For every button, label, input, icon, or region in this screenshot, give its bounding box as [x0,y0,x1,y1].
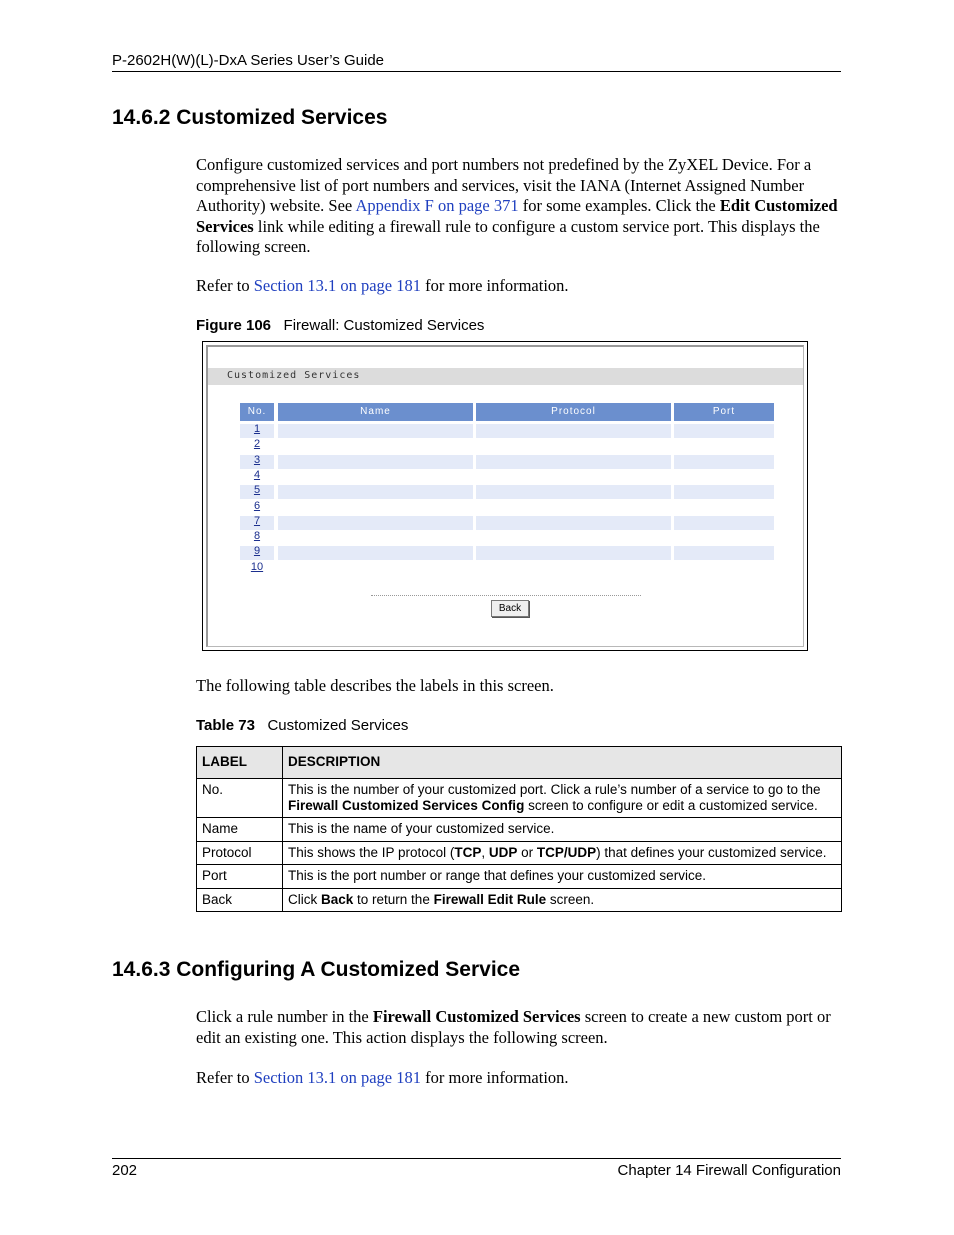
configure-paragraph: Click a rule number in the Firewall Customized Services screen to create a new custom port or edit an existing one. This action displays the following screen. [196,1007,831,1047]
row-cell [476,485,671,499]
appendix-link[interactable]: Appendix F on page 371 [355,196,519,215]
back-button[interactable]: Back [491,600,529,617]
rule-number-link[interactable]: 5 [253,484,261,497]
row-cell [674,546,774,560]
row-cell [278,485,473,499]
table-intro: The following table describes the labels in this screen. [196,676,554,695]
column-header-port: Port [674,403,774,421]
table-row: No. This is the number of your customized port. Click a rule’s number of a service to go to the Firewall Customized Services Config screen to configure or edit a customized service. [197,779,842,818]
row-cell [278,455,473,469]
row-cell [674,424,774,438]
refer-paragraph-2: Refer to Section 13.1 on page 181 for more information. [196,1068,569,1087]
divider [371,595,641,596]
table-row: Protocol This shows the IP protocol (TCP, UDP or TCP/UDP) that defines your customized service. [197,841,842,865]
rule-number-link[interactable]: 3 [253,453,261,466]
row-cell [476,546,671,560]
section-link-2[interactable]: Section 13.1 on page 181 [253,1068,421,1087]
section-heading-customized-services: 14.6.2 Customized Services [112,106,388,129]
column-header-name: Name [278,403,473,421]
rule-number-link[interactable]: 10 [250,560,264,573]
row-cell [674,485,774,499]
table-caption: Table 73 Customized Services [196,717,409,734]
column-header-protocol: Protocol [476,403,671,421]
rule-number-link[interactable]: 6 [253,499,261,512]
row-cell [278,516,473,530]
footer-rule [112,1158,841,1159]
rule-number-link[interactable]: 9 [253,545,261,558]
rule-number-link[interactable]: 7 [253,514,261,527]
table-header-label: LABEL [197,747,283,779]
refer-paragraph-1: Refer to Section 13.1 on page 181 for more information. [196,276,569,295]
rule-number-link[interactable]: 4 [253,468,261,481]
table-header-description: DESCRIPTION [283,747,842,779]
table-row: Back Click Back to return the Firewall Edit Rule screen. [197,888,842,912]
section-heading-configuring: 14.6.3 Configuring A Customized Service [112,958,521,981]
table-row: Port This is the port number or range that defines your customized service. [197,865,842,889]
chapter-title: Chapter 14 Firewall Configuration [617,1162,841,1179]
rule-number-link[interactable]: 2 [253,438,261,451]
rule-number-link[interactable]: 8 [253,530,261,543]
figure-caption: Figure 106 Firewall: Customized Services [196,317,485,334]
row-cell [278,424,473,438]
rule-number-link[interactable]: 1 [253,423,261,435]
table-row: Name This is the name of your customized service. [197,818,842,842]
description-table [196,746,842,912]
section-link-1[interactable]: Section 13.1 on page 181 [253,276,421,295]
row-cell [674,516,774,530]
row-cell [476,516,671,530]
row-cell [476,455,671,469]
figure-screenshot [202,341,808,651]
running-header: P-2602H(W)(L)-DxA Series User’s Guide [112,52,385,69]
row-cell [278,546,473,560]
row-cell [476,424,671,438]
column-header-no: No. [240,403,274,421]
header-rule [112,71,841,72]
row-cell [674,455,774,469]
screen-title: Customized Services [227,370,361,381]
intro-paragraph: Configure customized services and port numbers not predefined by the ZyXEL Device. For a comprehensive list of port numbers and services, visit the IANA (Internet Assigned Number Authority) website. See Appendix F on page 371 for some examples. Click the Edit Customized Services link while editing a firewall rule to configure a custom service port. This displays the following screen. [196,155,838,256]
page-number: 202 [112,1162,138,1179]
screen-title-bar [208,368,803,385]
